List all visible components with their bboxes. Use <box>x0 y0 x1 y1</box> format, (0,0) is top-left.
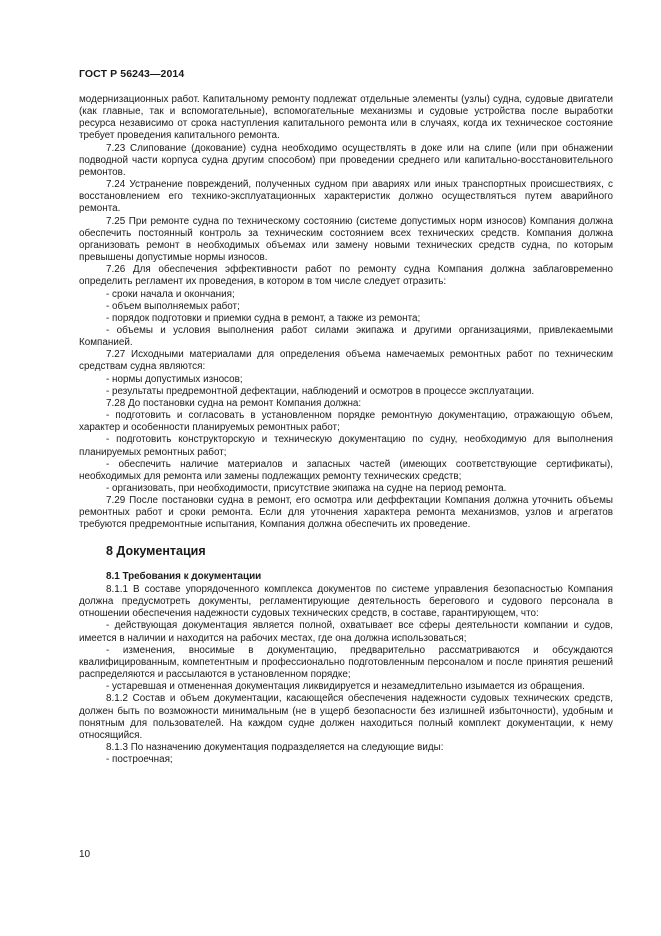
paragraph-7-24: 7.24 Устранение повреждений, полученных судном при авариях или иных транспортных происшествиях, с восстановлением его технико-эксплуатационных характеристик должно осуществляться путем аварийного ремонта. <box>79 179 613 215</box>
paragraph-7-23: 7.23 Слипование (докование) судна необходимо осуществлять в доке или на слипе (или при обнажении подводной части корпуса судна другим способом) при проведении среднего или капитально-восстановительного ремонтов. <box>79 142 613 178</box>
paragraph-7-28: 7.28 До постановки судна на ремонт Компания должна: <box>106 397 362 409</box>
paragraph-8-1-1: 8.1.1 В составе упорядоченного комплекса документов по системе управления безопасностью Компания должна предусмотреть документы, регламентирующие деятельность берегового и судового персонала в отношении обеспечения надежности судовых технических средств, в составе, гарантирующем, что: <box>79 583 613 620</box>
document-header: ГОСТ Р 56243—2014 <box>79 68 185 80</box>
paragraph-7-26: 7.26 Для обеспечения эффективности работ по ремонту судна Компания должна заблаговременно определить регламент их проведения, в котором в том числе следует отразить: <box>79 264 613 288</box>
list-item: - изменения, вносимые в документацию, предварительно рассматриваются и обсуждаются квалифицированным, компетентным и профессионально подготовленным персоналом и после принятия решений распределяются и рассылаются в установленном порядке; <box>79 644 613 681</box>
list-item: - подготовить и согласовать в установленном порядке ремонтную документацию, отражающую объем, характер и особенности планируемых ремонтных работ; <box>79 410 613 434</box>
section-title: 8 Документация <box>106 543 206 558</box>
page-number: 10 <box>79 849 91 860</box>
list-item: - обеспечить наличие материалов и запасных частей (имеющих соответствующие сертификаты), необходимых для ремонта или замены подлежащих ремонту технических средств; <box>79 458 613 482</box>
list-item: - устаревшая и отмененная документация ликвидируется и незамедлительно изымается из обращения. <box>106 681 585 693</box>
list-item: - действующая документация является полной, охватывает все сферы деятельности компании и судов, имеется в наличии и находится на рабочих местах, где она должна использоваться; <box>79 620 613 644</box>
list-item: - порядок подготовки и приемки судна в ремонт, а также из ремонта; <box>106 312 421 324</box>
paragraph-8-1-2: 8.1.2 Состав и объем документации, касающейся обеспечения надежности судовых технических средств, должен быть по возможности минимальным (не в ущерб безопасности без излишней избыточности), удобным и понятным для пользователей. На каждом судне должен находиться полный комплект документации, к нему относящийся. <box>79 693 613 741</box>
list-item: - нормы допустимых износов; <box>106 373 243 385</box>
document-body <box>79 94 613 766</box>
paragraph-7-25: 7.25 При ремонте судна по техническому состоянию (системе допустимых норм износов) Компания должна обеспечить постоянный контроль за техническим состоянием всех технических средств. Компания должна организовать ремонт в необходимых объемах или замену новыми технических средств судна, по которым превышены допустимые нормы износов. <box>79 215 613 264</box>
paragraph: модернизационных работ. Капитальному ремонту подлежат отдельные элементы (узлы) судна, судовые двигатели (как главные, так и вспомогательные), вспомогательные механизмы и судовые устройства после выработки ресурса независимо от срока наступления капитального ремонта или в случаях, когда их техническое состояние требует проведения капитального ремонта. <box>79 94 613 142</box>
list-item: - объемы и условия выполнения работ силами экипажа и другими организациями, привлекаемыми Компанией. <box>79 324 613 349</box>
paragraph-7-29: 7.29 После постановки судна в ремонт, его осмотра или деффектации Компания должна уточнить объемы ремонтных работ и сроки ремонта. Если для уточнения характера ремонта механизмов, узлов и агрегатов требуются предремонтные испытания, Компания должна обеспечить их проведение. <box>79 495 613 531</box>
subsection-title: 8.1 Требования к документации <box>106 570 262 582</box>
list-item: - сроки начала и окончания; <box>106 288 235 300</box>
paragraph-8-1-3: 8.1.3 По назначению документация подразделяется на следующие виды: <box>106 741 444 753</box>
list-item: - организовать, при необходимости, присутствие экипажа на судне на период ремонта. <box>106 483 507 494</box>
list-item: - результаты предремонтной дефектации, наблюдений и осмотров в процессе эксплуатации. <box>106 385 535 397</box>
list-item: - построечная; <box>106 754 173 766</box>
list-item: - объем выполняемых работ; <box>106 300 240 312</box>
list-item: - подготовить конструкторскую и техническую документацию по судну, необходимую для выполнения планируемых ремонтных работ; <box>79 434 613 458</box>
paragraph-7-27: 7.27 Исходными материалами для определения объема намечаемых ремонтных работ по техническим средствам судна являются: <box>79 349 613 373</box>
